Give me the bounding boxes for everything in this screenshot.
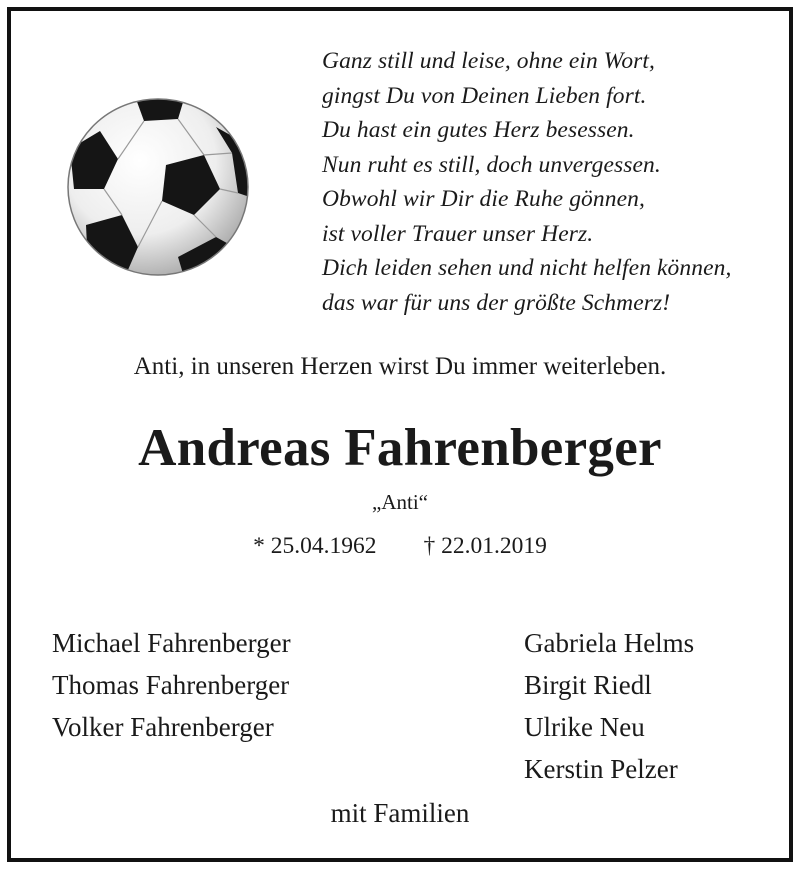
death-date: † 22.01.2019 <box>423 533 547 559</box>
poem <box>322 44 772 320</box>
closing-line: mit Familien <box>330 798 470 828</box>
soccer-ball-icon <box>66 97 250 277</box>
mourner-name: Michael Fahrenberger <box>52 628 291 658</box>
poem-line: Obwohl wir Dir die Ruhe gönnen, <box>322 186 645 212</box>
poem-line: Nun ruht es still, doch unvergessen. <box>322 151 661 178</box>
mourner-name: Thomas Fahrenberger <box>52 670 290 700</box>
mourner-name: Birgit Riedl <box>524 670 652 700</box>
poem-line: Du hast ein gutes Herz besessen. <box>322 117 635 143</box>
deceased-nickname: „Anti“ <box>372 490 428 514</box>
poem-line: Dich leiden sehen und nicht helfen können, <box>322 255 732 281</box>
mourner-name: Gabriela Helms <box>524 628 695 658</box>
mourner-name: Ulrike Neu <box>524 712 645 742</box>
mourner-name: Kerstin Pelzer <box>524 754 678 784</box>
mourners-right <box>524 622 694 790</box>
birth-date: * 25.04.1962 <box>253 533 377 559</box>
motto-line: Anti, in unseren Herzen wirst Du immer weiterleben. <box>133 353 667 380</box>
poem-line: ist voller Trauer unser Herz. <box>322 220 594 247</box>
poem-line: gingst Du von Deinen Lieben fort. <box>322 82 647 109</box>
life-dates <box>0 533 800 560</box>
deceased-name: Andreas Fahrenberger <box>138 419 662 477</box>
poem-line: Ganz still und leise, ohne ein Wort, <box>322 48 656 74</box>
poem-line: das war für uns der größte Schmerz! <box>322 289 671 316</box>
mourner-name: Volker Fahrenberger <box>52 712 274 742</box>
mourners-left <box>52 622 291 748</box>
